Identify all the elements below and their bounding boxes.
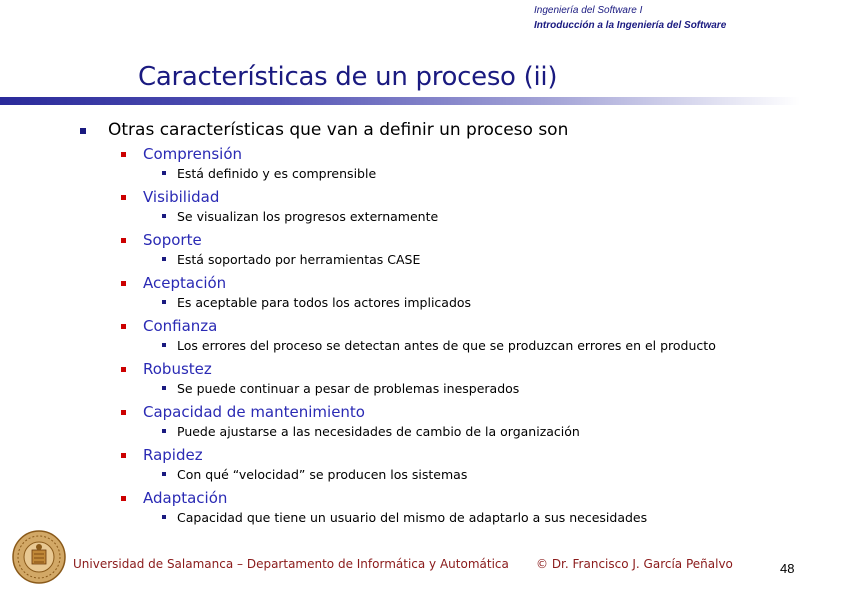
course-name: Ingeniería del Software I — [534, 5, 643, 16]
list-item — [0, 144, 848, 187]
item-label: Soporte — [143, 231, 202, 249]
course-topic: Introducción a la Ingeniería del Software — [534, 20, 727, 31]
item-detail: Puede ajustarse a las necesidades de cambio de la organización — [177, 424, 580, 439]
level3-bullet-icon — [162, 257, 166, 261]
item-detail: Es aceptable para todos los actores implicados — [177, 295, 472, 310]
level3-bullet-icon — [162, 386, 166, 390]
course-header — [534, 3, 726, 33]
item-detail: Está definido y es comprensible — [177, 166, 377, 181]
item-detail: Está soportado por herramientas CASE — [177, 252, 421, 267]
item-label: Visibilidad — [143, 188, 220, 206]
level2-bullet-icon — [121, 238, 126, 243]
level3-bullet-icon — [162, 429, 166, 433]
level1-bullet-icon — [80, 128, 86, 134]
item-label: Aceptación — [143, 274, 227, 292]
level2-bullet-icon — [121, 195, 126, 200]
level2-bullet-icon — [121, 496, 126, 501]
list-item — [0, 359, 848, 402]
list-item — [0, 488, 848, 531]
item-detail: Se visualizan los progresos externamente — [177, 209, 439, 224]
level2-bullet-icon — [121, 324, 126, 329]
item-detail: Capacidad que tiene un usuario del mismo de adaptarlo a sus necesidades — [177, 510, 648, 525]
university-seal-icon — [12, 530, 66, 584]
list-item — [0, 445, 848, 488]
item-label: Rapidez — [143, 446, 203, 464]
item-label: Adaptación — [143, 489, 228, 507]
level2-bullet-icon — [121, 281, 126, 286]
list-item — [0, 187, 848, 230]
level3-bullet-icon — [162, 300, 166, 304]
list-item — [0, 273, 848, 316]
level2-bullet-icon — [121, 152, 126, 157]
level3-bullet-icon — [162, 343, 166, 347]
item-label: Robustez — [143, 360, 212, 378]
level3-bullet-icon — [162, 515, 166, 519]
item-detail: Los errores del proceso se detectan antes de que se produzcan errores en el producto — [177, 338, 716, 353]
level2-bullet-icon — [121, 367, 126, 372]
item-label: Confianza — [143, 317, 218, 335]
item-label: Capacidad de mantenimiento — [143, 403, 365, 421]
item-label: Comprensión — [143, 145, 243, 163]
level3-bullet-icon — [162, 472, 166, 476]
level2-bullet-icon — [121, 410, 126, 415]
list-item — [0, 230, 848, 273]
page-number: 48 — [780, 561, 795, 576]
footer-author: © Dr. Francisco J. García Peñalvo — [536, 557, 733, 571]
list-item — [0, 316, 848, 359]
intro-text: Otras características que van a definir un proceso son — [108, 120, 569, 140]
item-detail: Se puede continuar a pesar de problemas inesperados — [177, 381, 520, 396]
slide-title: Características de un proceso (ii) — [138, 62, 558, 92]
level3-bullet-icon — [162, 214, 166, 218]
level3-bullet-icon — [162, 171, 166, 175]
item-detail: Con qué “velocidad” se producen los sistemas — [177, 467, 468, 482]
level2-bullet-icon — [121, 453, 126, 458]
footer-institution: Universidad de Salamanca – Departamento de Informática y Automática — [73, 557, 509, 571]
title-underline — [0, 97, 800, 105]
list-item — [0, 402, 848, 445]
